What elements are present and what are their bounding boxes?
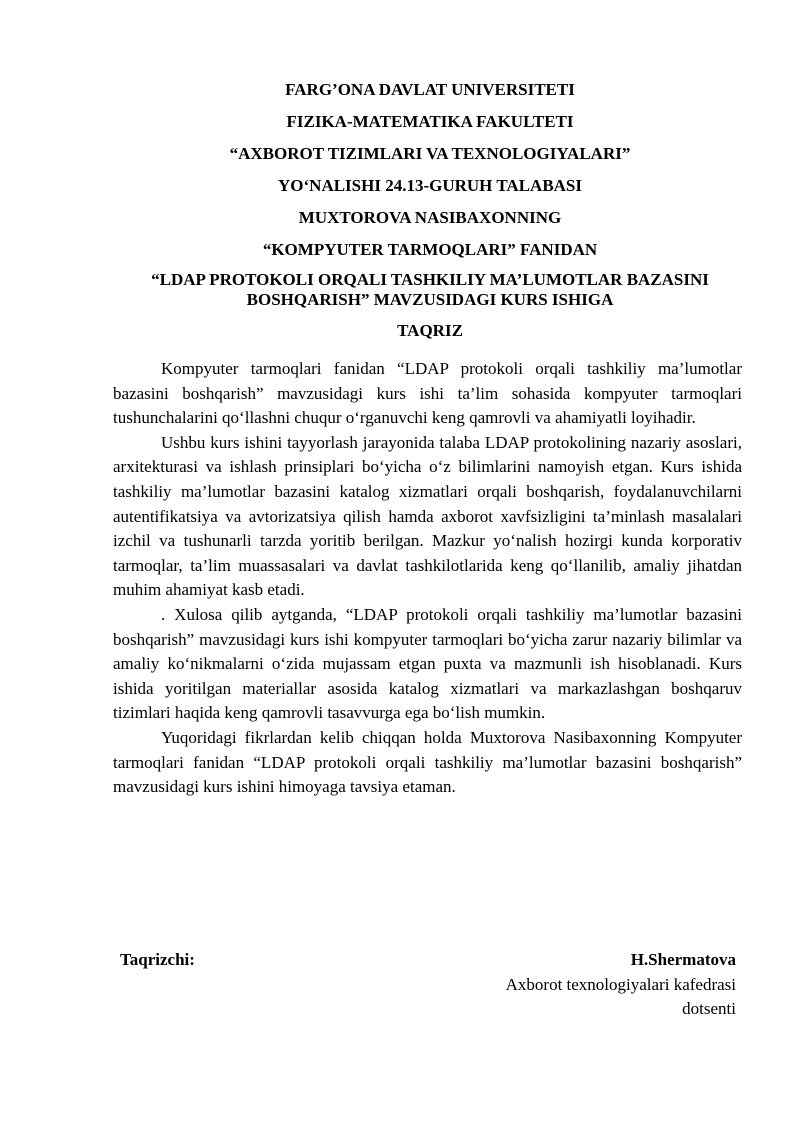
faculty-name: FIZIKA-MATEMATIKA FAKULTETI [286,112,574,131]
topic-line: “LDAP PROTOKOLI ORQALI TASHKILIY MA’LUMOTLAR BAZASINI BOSHQARISH” MAVZUSIDAGI KURS ISHIGA [151,270,709,309]
reviewer-name: H.Shermatova [630,950,736,969]
reviewer-department: Axborot texnologiyalari kafedrasi [505,974,736,994]
document-header [112,74,748,342]
review-body [113,357,742,800]
paragraph: Kompyuter tarmoqlari fanidan “LDAP protokoli orqali tashkiliy ma’lumotlar bazasini boshqarish” mavzusidagi kurs ishi ta’lim sohasida kompyuter tarmoqlari tushunchalarini qo‘llashni chuqur o‘rganuvchi keng qamrovli va ahamiyatli loyihadir. [113,359,742,428]
university-name: FARG’ONA DAVLAT UNIVERSITETI [285,80,575,99]
student-name: MUXTOROVA NASIBAXONNING [298,208,562,227]
group-line: YO‘NALISHI 24.13-GURUH TALABASI [278,176,582,195]
document-title: TAQRIZ [397,321,463,340]
paragraph: Ushbu kurs ishini tayyorlash jarayonida talaba LDAP protokolining nazariy asoslari, arxitekturasi va ishlash prinsiplari bo‘yicha o‘z bilimlarini namoyish etgan. Kurs ishida tashkiliy ma’lumotlar bazasini katalog xizmatlari orqali boshqarish, foydalanuvchilarni autentifikatsiya va avtorizatsiya qilish hamda axborot xavfsizligini ta’minlash masalalari izchil va tushunarli tarzda yoritib berilgan. Mazkur yo‘nalish hozirgi kunda korporativ tarmoqlar, ta’lim muassasalari va davlat tashkilotlarida keng qo‘llanilib, amaliy jihatdan muhim ahamiyat kasb etadi. [113,432,742,600]
reviewer-details [506,948,736,1022]
paragraph: Yuqoridagi fikrlardan kelib chiqqan holda Muxtorova Nasibaxonning Kompyuter tarmoqlari fanidan “LDAP protokoli orqali tashkiliy ma’lumotlar bazasini boshqarish” mavzusidagi kurs ishini himoyaga tavsiya etaman. [113,727,742,797]
reviewer-label: Taqrizchi: [120,950,195,969]
paragraph: . Xulosa qilib aytganda, “LDAP protokoli orqali tashkiliy ma’lumotlar bazasini boshqarish” mavzusidagi kurs ishi kompyuter tarmoqlari bo‘yicha zarur nazariy bilimlar va amaliy ko‘nikmalarni o‘zida mujassam etgan puxta va mazmunli ish hisoblanadi. Kurs ishida yoritilgan materiallar asosida katalog xizmatlari va markazlashgan boshqaruv tizimlari haqida keng qamrovli tasavvurga ega bo‘lish mumkin. [113,604,742,723]
program-name: “AXBOROT TIZIMLARI VA TEXNOLOGIYALARI” [229,144,631,163]
reviewer-position: dotsenti [682,999,736,1019]
subject-line: “KOMPYUTER TARMOQLARI” FANIDAN [262,240,598,259]
